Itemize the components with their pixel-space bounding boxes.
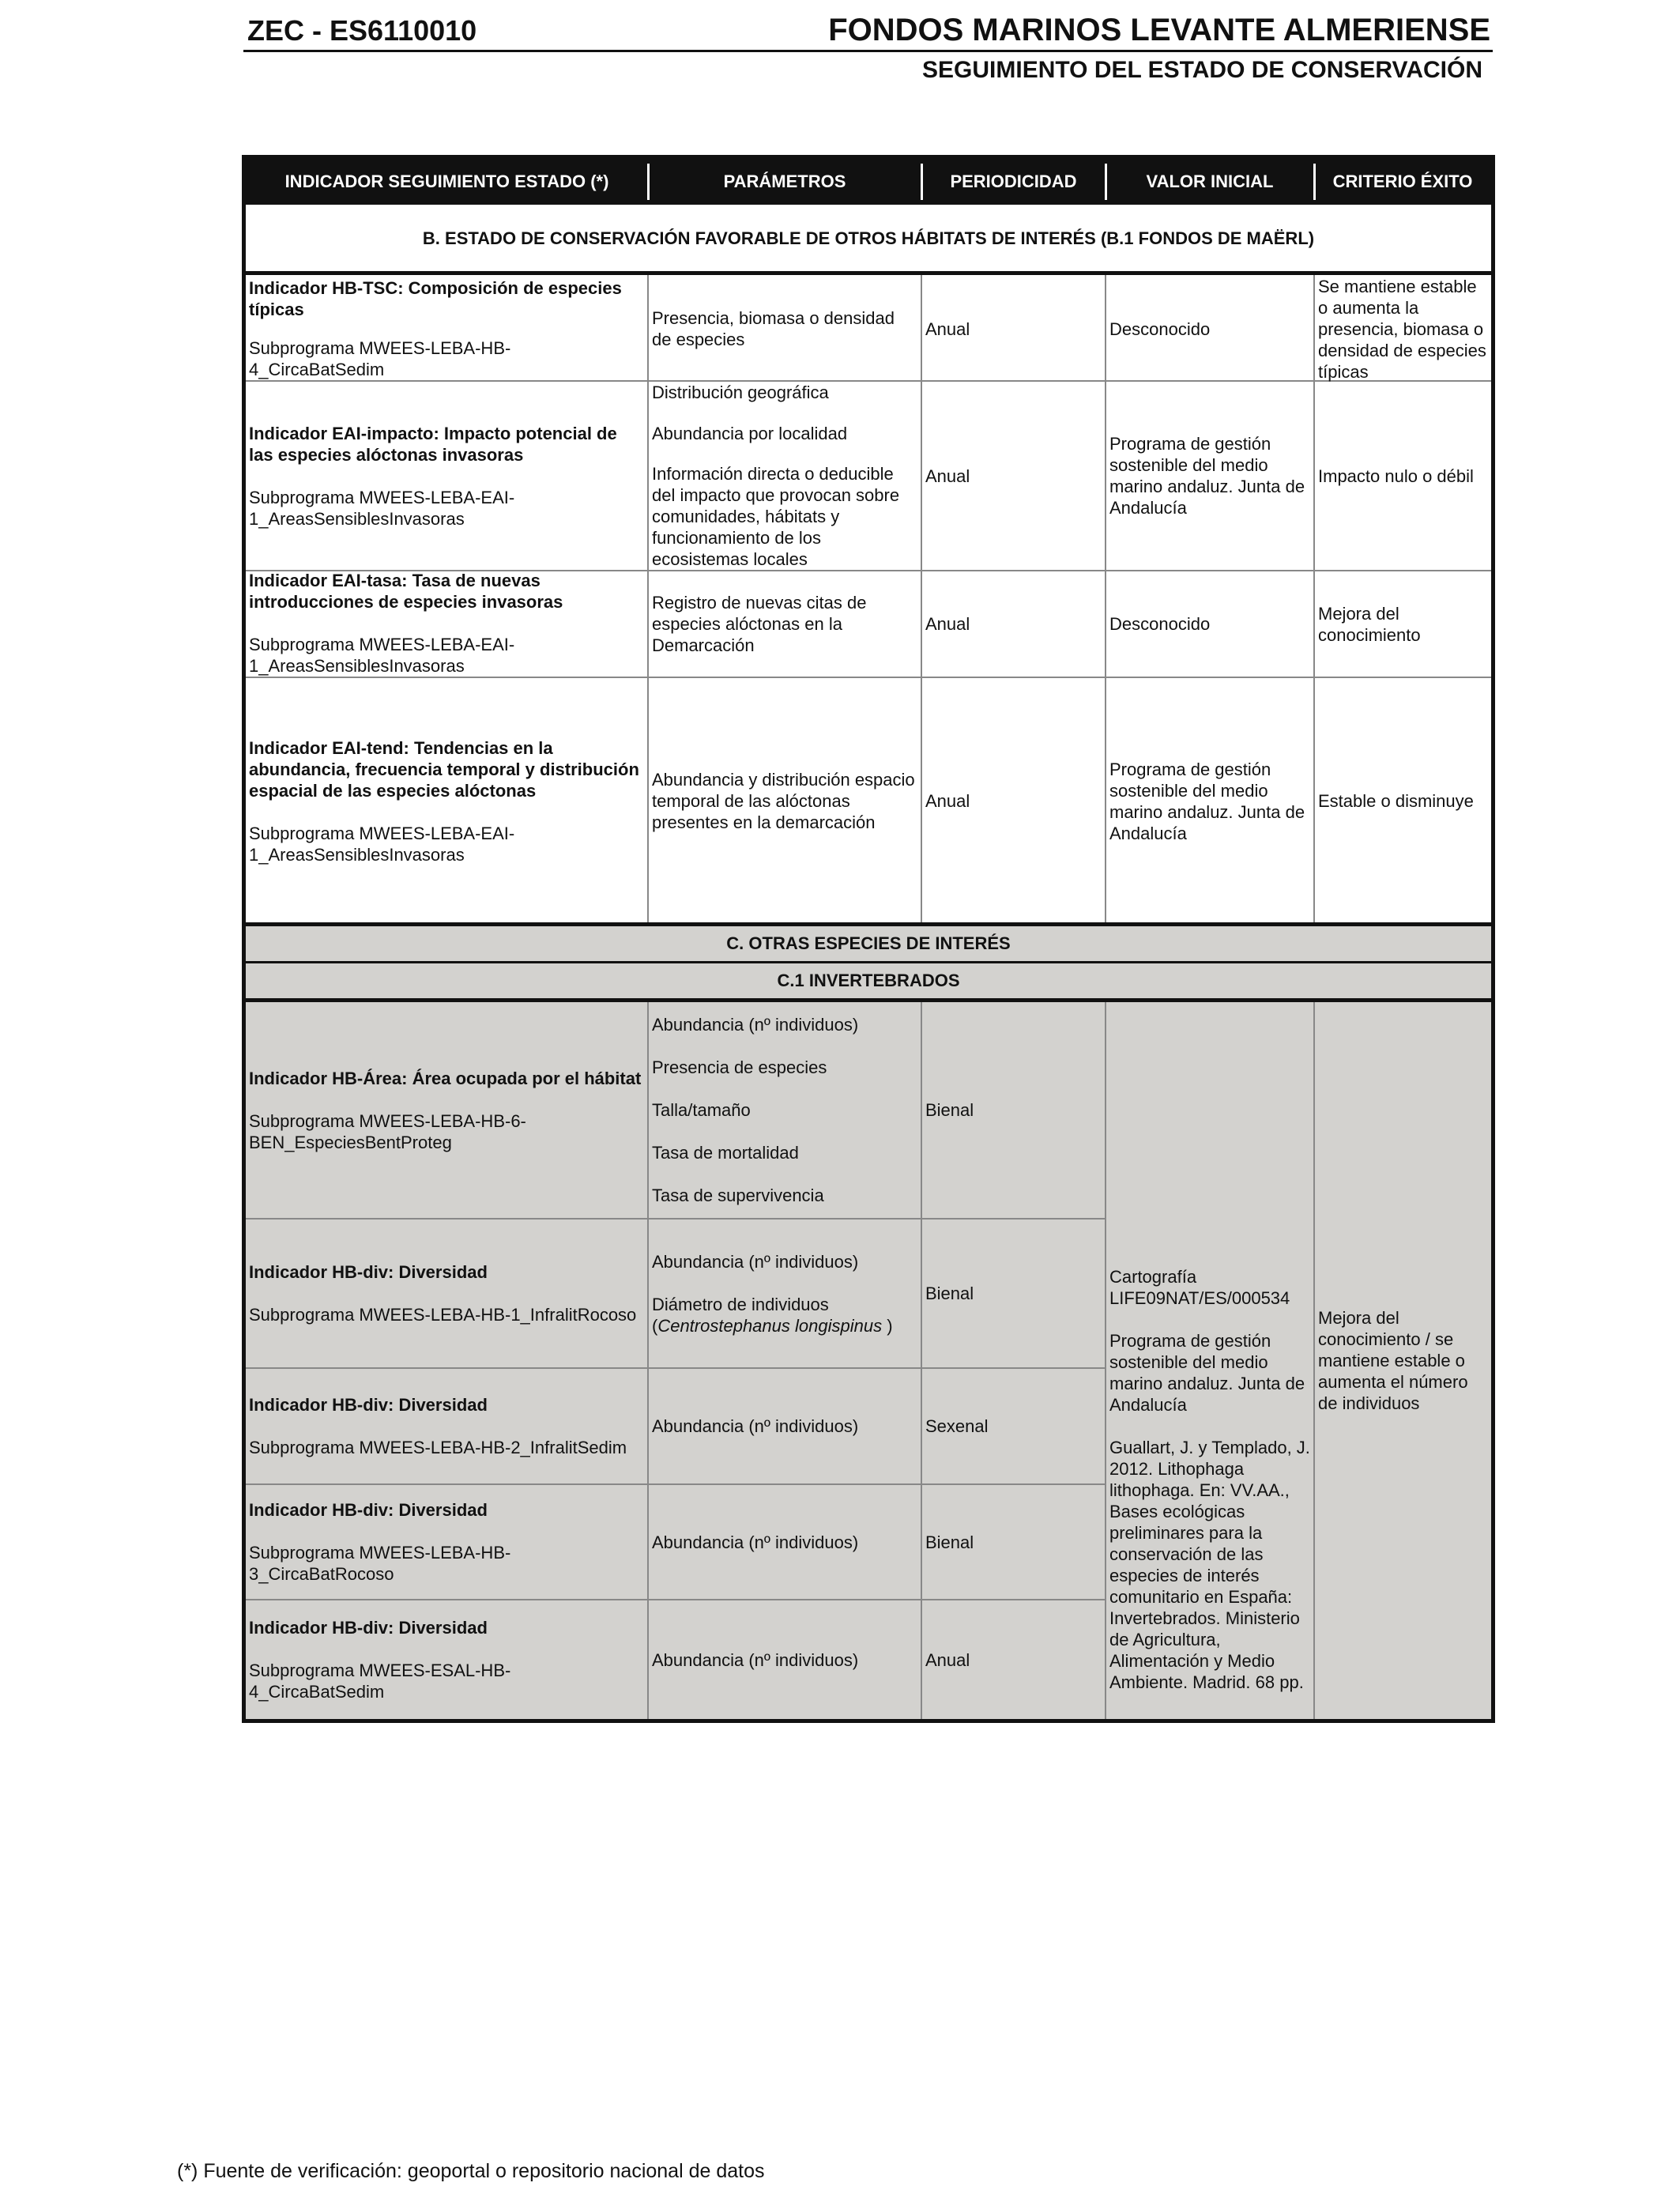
table-row-indicator xyxy=(246,1002,647,1218)
document-subtitle: SEGUIMIENTO DEL ESTADO DE CONSERVACIÓN xyxy=(922,57,1482,83)
section-c1-title: C.1 INVERTEBRADOS xyxy=(777,971,960,990)
periodicity-value: Anual xyxy=(925,319,970,339)
col-header-success-criterion: CRITERIO ÉXITO xyxy=(1314,159,1491,205)
periodicity-cell xyxy=(922,1369,1105,1483)
criterion-cell xyxy=(1315,678,1491,924)
parameter-item: Talla/tamaño xyxy=(652,1100,751,1120)
periodicity-cell xyxy=(922,1002,1105,1218)
table-row-indicator xyxy=(246,678,647,924)
species-name: Centrostephanus longispinus xyxy=(657,1315,883,1336)
parameter-item: Tasa de supervivencia xyxy=(652,1186,824,1205)
indicator-name: Indicador HB-div: Diversidad xyxy=(249,1262,488,1282)
parameters-cell xyxy=(649,1369,921,1483)
subprogram-name: Subprograma MWEES-LEBA-EAI-1_AreasSensiblesInvasoras xyxy=(249,487,515,529)
parameters-cell xyxy=(649,678,921,924)
parameter-item: Abundancia (nº individuos) xyxy=(652,1015,859,1035)
indicator-name: Indicador HB-Área: Área ocupada por el hábitat xyxy=(249,1068,642,1088)
indicator-name: Indicador EAI-impacto: Impacto potencial de las especies alóctonas invasoras xyxy=(249,423,617,465)
initial-value: Cartografía LIFE09NAT/ES/000534 xyxy=(1109,1267,1290,1308)
periodicity-cell xyxy=(922,277,1105,380)
header-separator xyxy=(921,164,923,200)
criterion-value: Mejora del conocimiento xyxy=(1318,603,1421,645)
header-separator xyxy=(1105,164,1107,200)
indicator-name: Indicador HB-div: Diversidad xyxy=(249,1395,488,1415)
section-b-title: B. ESTADO DE CONSERVACIÓN FAVORABLE DE OTROS HÁBITATS DE INTERÉS (B.1 FONDOS DE MAËRL) xyxy=(422,228,1315,248)
indicator-name: Indicador HB-div: Diversidad xyxy=(249,1618,488,1638)
periodicity-value: Anual xyxy=(925,1649,970,1670)
parameter-item: Abundancia por localidad xyxy=(652,423,848,443)
parameters-cell xyxy=(649,1600,921,1719)
parameter-item: Abundancia (nº individuos) xyxy=(652,1649,859,1670)
criterion-value: Impacto nulo o débil xyxy=(1318,466,1474,486)
subprogram-name: Subprograma MWEES-LEBA-HB-1_InfralitRocoso xyxy=(249,1305,637,1325)
indicator-name: Indicador EAI-tend: Tendencias en la abundancia, frecuencia temporal y distribución espacial de las especies alóctonas xyxy=(249,737,639,801)
subprogram-name: Subprograma MWEES-LEBA-EAI-1_AreasSensiblesInvasoras xyxy=(249,823,515,865)
initial-value-merged-cell xyxy=(1106,1002,1313,1719)
subprogram-name: Subprograma MWEES-ESAL-HB-4_CircaBatSedim xyxy=(249,1661,511,1702)
criterion-merged-cell xyxy=(1315,1002,1491,1719)
initial-value: Programa de gestión sostenible del medio marino andaluz. Junta de Andalucía xyxy=(1109,434,1305,518)
periodicity-cell xyxy=(922,1220,1105,1367)
periodicity-cell xyxy=(922,1485,1105,1599)
periodicity-cell xyxy=(922,678,1105,924)
initial-value-cell xyxy=(1106,571,1313,677)
parameter-item: Registro de nuevas citas de especies alóctonas en la Demarcación xyxy=(652,593,867,655)
indicator-name: Indicador HB-div: Diversidad xyxy=(249,1500,488,1520)
parameter-item: Abundancia (nº individuos) xyxy=(652,1532,859,1552)
table-row-indicator xyxy=(246,1220,647,1367)
periodicity-value: Bienal xyxy=(925,1100,974,1120)
initial-value-cell xyxy=(1106,678,1313,924)
site-code: ZEC - ES6110010 xyxy=(247,14,477,47)
parameter-item: Distribución geográfica xyxy=(652,383,829,402)
periodicity-value: Sexenal xyxy=(925,1416,989,1436)
criterion-cell xyxy=(1315,277,1491,380)
col-header-indicator: INDICADOR SEGUIMIENTO ESTADO (*) xyxy=(246,159,648,205)
subprogram-name: Subprograma MWEES-LEBA-HB-2_InfralitSedim xyxy=(249,1438,627,1457)
table-row-indicator xyxy=(246,1485,647,1599)
subprogram-name: Subprograma MWEES-LEBA-EAI-1_AreasSensiblesInvasoras xyxy=(249,635,515,676)
table-row-indicator xyxy=(246,570,647,677)
col-header-initial-value: VALOR INICIAL xyxy=(1106,159,1314,205)
periodicity-value: Anual xyxy=(925,614,970,634)
header-separator xyxy=(647,164,650,200)
periodicity-cell xyxy=(922,571,1105,677)
subprogram-name: Subprograma MWEES-LEBA-HB-3_CircaBatRocoso xyxy=(249,1543,511,1584)
parameters-cell xyxy=(649,1220,921,1367)
parameter-species: (Centrostephanus longispinus ) xyxy=(652,1315,893,1336)
parameter-item: Información directa o deducible del impacto que provocan sobre comunidades, hábitats y funcionamiento de los ecosistemas locales xyxy=(652,464,900,569)
periodicity-cell xyxy=(922,382,1105,570)
periodicity-value: Bienal xyxy=(925,1532,974,1552)
indicator-name: Indicador EAI-tasa: Tasa de nuevas introducciones de especies invasoras xyxy=(249,571,563,612)
header-rule xyxy=(243,50,1493,52)
parameter-item: Presencia de especies xyxy=(652,1057,827,1077)
parameters-cell xyxy=(649,382,921,570)
parameters-cell xyxy=(649,571,921,677)
criterion-value: Estable o disminuye xyxy=(1318,791,1474,811)
parameter-item: Diámetro de individuos xyxy=(652,1294,829,1314)
table-row-indicator xyxy=(246,382,647,570)
initial-value: Desconocido xyxy=(1109,614,1211,634)
initial-value-cell xyxy=(1106,277,1313,380)
subprogram-name: Subprograma MWEES-LEBA-HB-6-BEN_EspeciesBentProteg xyxy=(249,1110,526,1152)
periodicity-value: Anual xyxy=(925,466,970,486)
periodicity-value: Bienal xyxy=(925,1284,974,1303)
subprogram-name: Subprograma MWEES-LEBA-HB-4_CircaBatSedim xyxy=(249,338,511,379)
criterion-value: Mejora del conocimiento / se mantiene estable o aumenta el número de individuos xyxy=(1318,1308,1468,1413)
col-header-parameters: PARÁMETROS xyxy=(648,159,921,205)
section-divider xyxy=(246,271,1491,275)
header-separator xyxy=(1313,164,1316,200)
parameters-cell xyxy=(649,277,921,380)
table-row-indicator xyxy=(246,277,647,380)
indicator-name: Indicador HB-TSC: Composición de especies típicas xyxy=(249,278,622,319)
table-row-indicator xyxy=(246,1600,647,1719)
parameter-item: Abundancia (nº individuos) xyxy=(652,1416,859,1436)
parameters-cell xyxy=(649,1002,921,1218)
criterion-value: Se mantiene estable o aumenta la presencia, biomasa o densidad de especies típicas xyxy=(1318,276,1486,382)
monitoring-table xyxy=(242,155,1495,1723)
criterion-cell xyxy=(1315,571,1491,677)
initial-value: Programa de gestión sostenible del medio marino andaluz. Junta de Andalucía xyxy=(1109,1331,1305,1415)
initial-value: Desconocido xyxy=(1109,319,1211,339)
parameters-cell xyxy=(649,1485,921,1599)
parameter-item: Tasa de mortalidad xyxy=(652,1143,799,1163)
footnote: (*) Fuente de verificación: geoportal o repositorio nacional de datos xyxy=(177,2160,765,2182)
periodicity-value: Anual xyxy=(925,791,970,811)
criterion-cell xyxy=(1315,382,1491,570)
parameter-item: Abundancia y distribución espacio temporal de las alóctonas presentes en la demarcación xyxy=(652,770,915,832)
col-header-periodicity: PERIODICIDAD xyxy=(921,159,1106,205)
initial-value-cell xyxy=(1106,382,1313,570)
parameter-item: Abundancia (nº individuos) xyxy=(652,1251,859,1272)
section-c-title: C. OTRAS ESPECIES DE INTERÉS xyxy=(726,933,1011,953)
initial-value: Programa de gestión sostenible del medio marino andaluz. Junta de Andalucía xyxy=(1109,759,1305,843)
table-row-indicator xyxy=(246,1369,647,1483)
parameter-item: Presencia, biomasa o densidad de especies xyxy=(652,308,895,349)
periodicity-cell xyxy=(922,1600,1105,1719)
initial-value: Guallart, J. y Templado, J. 2012. Lithophaga lithophaga. En: VV.AA., Bases ecológicas preliminares para la conservación de las especies de interés comunitario en España: Invertebrados. Ministerio de Agricultura, Alimentación y Medio Ambiente. Madrid. 68 pp. xyxy=(1109,1438,1310,1692)
document-title: FONDOS MARINOS LEVANTE ALMERIENSE xyxy=(828,13,1490,47)
